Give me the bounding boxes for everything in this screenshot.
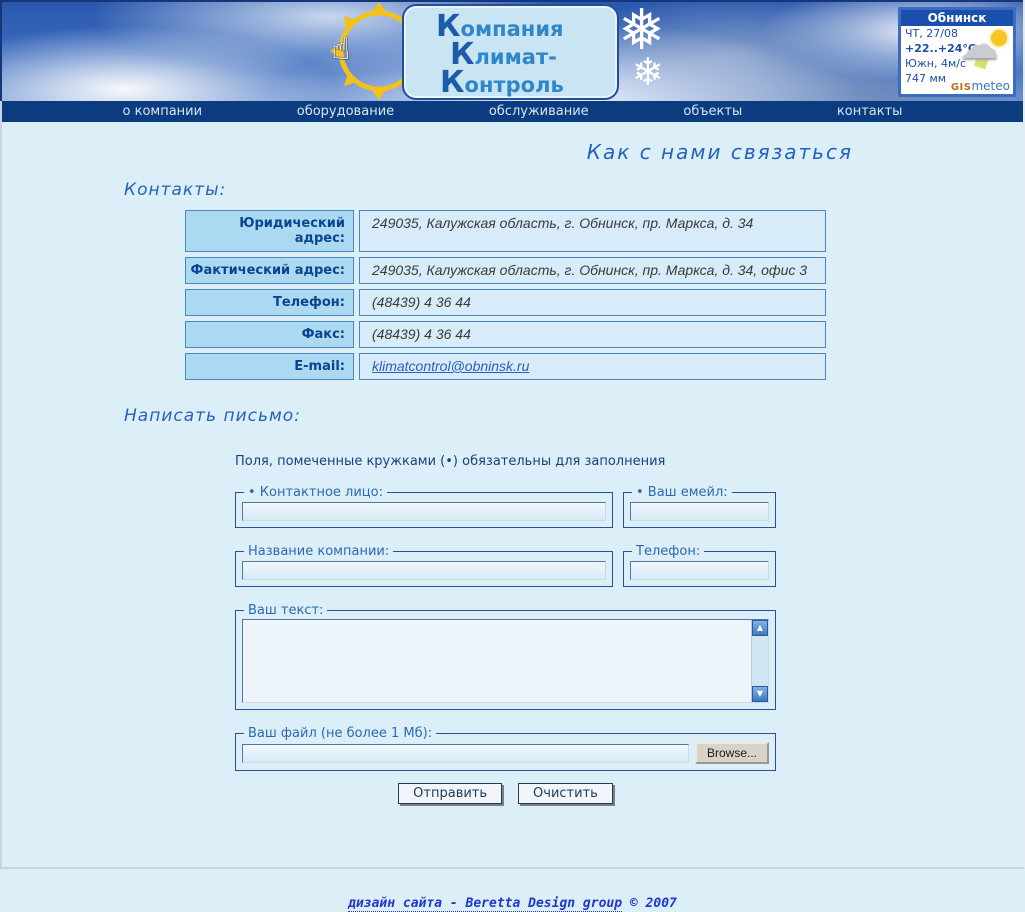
contact-value-actual-address: 249035, Калужская область, г. Обнинск, пр. Маркса, д. 34, офис 3 <box>359 257 826 284</box>
company-logo[interactable] <box>402 4 619 100</box>
main-navigation <box>2 101 1023 122</box>
write-letter-heading: Написать письмо: <box>124 406 301 426</box>
weather-cloud-icon: ☁ <box>959 22 999 68</box>
browse-button[interactable]: Browse... <box>695 742 769 764</box>
nav-item-service[interactable]: обслуживание <box>488 104 589 119</box>
footer <box>2 896 1023 911</box>
table-row <box>185 321 826 348</box>
contact-label-legal-address: Юридический адрес: <box>185 210 354 252</box>
email-link[interactable]: klimatcontrol@obninsk.ru <box>372 358 530 374</box>
email-fieldset <box>623 485 776 528</box>
contact-value-phone: (48439) 4 36 44 <box>359 289 826 316</box>
nav-item-equipment[interactable]: оборудование <box>296 104 395 119</box>
reset-button[interactable]: Очистить <box>518 783 613 804</box>
textarea-scrollbar[interactable] <box>751 620 768 702</box>
submit-button[interactable]: Отправить <box>398 783 502 804</box>
weather-city: Обнинск <box>901 10 1013 26</box>
message-textarea[interactable] <box>243 620 751 702</box>
snowflake-small-icon: ❄ <box>632 50 664 94</box>
snowflake-icon: ❅ <box>618 0 665 63</box>
message-fieldset <box>235 603 776 710</box>
designer-credit-link[interactable]: дизайн сайта - Beretta Design group <box>348 896 623 911</box>
nav-item-contacts[interactable]: контакты <box>836 104 903 119</box>
contact-value-legal-address: 249035, Калужская область, г. Обнинск, пр. Маркса, д. 34 <box>359 210 826 252</box>
weather-condition-icon <box>959 22 1011 70</box>
weather-date: ЧТ, 27/08 <box>905 27 958 40</box>
table-row <box>185 353 826 380</box>
company-name-fieldset <box>235 544 613 587</box>
contact-label-phone: Телефон: <box>185 289 354 316</box>
logo-line-3: Контроль <box>440 65 564 100</box>
table-row <box>185 289 826 316</box>
mouse-cursor-icon: ☝ <box>332 32 351 67</box>
scroll-down-icon[interactable]: ▼ <box>752 686 768 702</box>
contacts-heading: Контакты: <box>124 180 227 200</box>
file-fieldset <box>235 726 776 771</box>
contact-person-label: • Контактное лицо: <box>248 485 383 500</box>
contact-person-input[interactable] <box>242 502 606 521</box>
logo-line-2: Климат- <box>450 37 557 72</box>
file-path-input[interactable] <box>242 744 689 763</box>
table-row <box>185 210 826 252</box>
weather-widget[interactable] <box>898 7 1016 97</box>
nav-item-objects[interactable]: объекты <box>683 104 743 119</box>
contact-value-fax: (48439) 4 36 44 <box>359 321 826 348</box>
email-label: • Ваш емейл: <box>636 485 728 500</box>
phone-input[interactable] <box>630 561 769 580</box>
contact-value-email <box>359 353 826 380</box>
contacts-table <box>185 210 826 380</box>
logo-line-1: Компания <box>436 9 564 44</box>
page-title: Как с нами связаться <box>586 140 853 164</box>
contact-label-actual-address: Фактический адрес: <box>185 257 354 284</box>
weather-pressure: 747 мм <box>905 72 947 85</box>
table-row <box>185 257 826 284</box>
email-input[interactable] <box>630 502 769 521</box>
page-content <box>2 122 1023 911</box>
scroll-up-icon[interactable]: ▲ <box>752 620 768 636</box>
file-label: Ваш файл (не более 1 Мб): <box>248 726 433 741</box>
copyright-year: © 2007 <box>629 896 677 911</box>
phone-fieldset <box>623 544 776 587</box>
weather-temperature: +22..+24°C <box>905 42 976 55</box>
contact-person-fieldset <box>235 485 613 528</box>
contact-label-email: E-mail: <box>185 353 354 380</box>
nav-item-about[interactable]: о компании <box>122 104 203 119</box>
message-label: Ваш текст: <box>248 603 324 618</box>
company-name-label: Название компании: <box>248 544 390 559</box>
contact-form <box>235 454 776 804</box>
header-sky-banner <box>0 0 1023 101</box>
company-name-input[interactable] <box>242 561 606 580</box>
weather-wind: Южн, 4м/с <box>905 57 967 70</box>
phone-label: Телефон: <box>636 544 701 559</box>
required-fields-note: Поля, помеченные кружками (•) обязательны для заполнения <box>235 454 666 469</box>
gismeteo-logo[interactable]: GISmeteo <box>950 79 1010 93</box>
contact-label-fax: Факс: <box>185 321 354 348</box>
